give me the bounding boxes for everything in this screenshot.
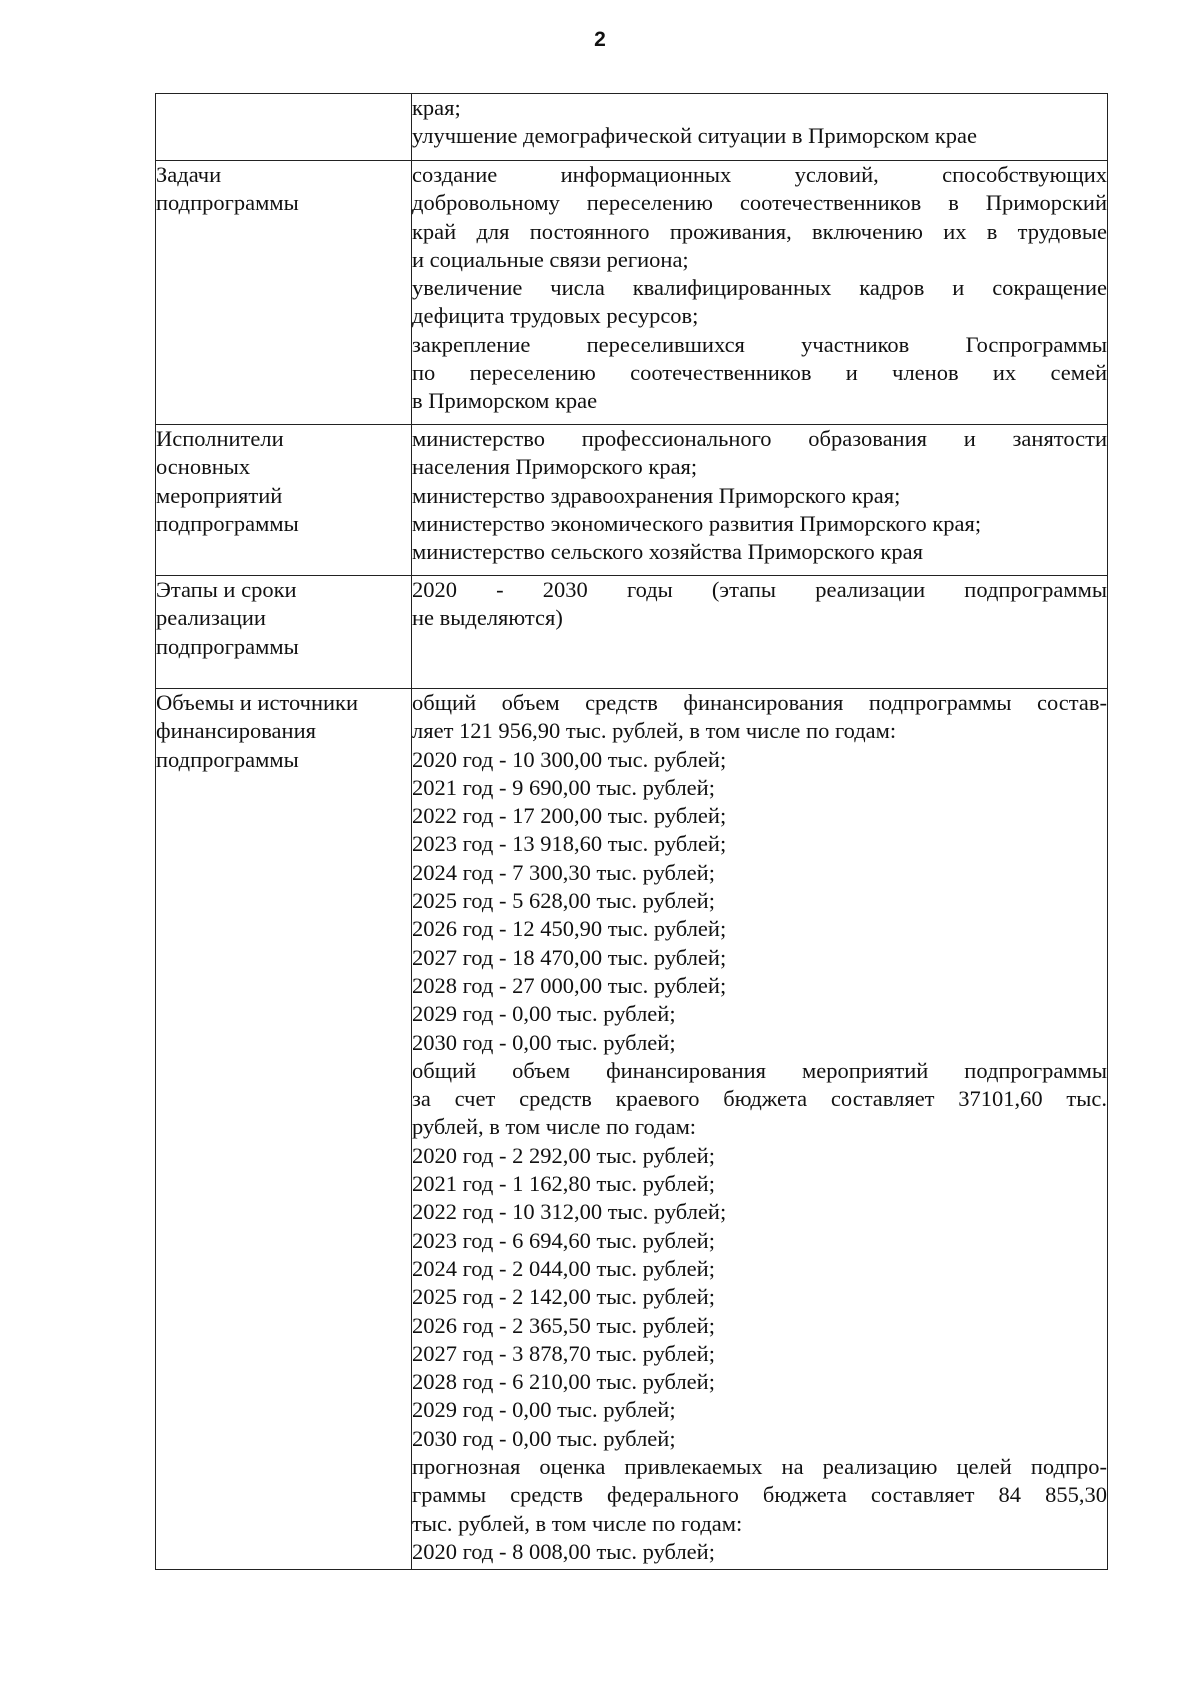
label-line: финансирования	[156, 718, 316, 744]
value-line: 2020 год - 2 292,00 тыс. рублей;	[412, 1142, 715, 1168]
value-line: создание информационных условий, способствующих	[412, 162, 1107, 187]
label-line: подпрограммы	[156, 746, 299, 772]
value-line: 2022 год - 10 312,00 тыс. рублей;	[412, 1199, 727, 1225]
value-line: прогнозная оценка привлекаемых на реализацию целей подпро-	[412, 1454, 1107, 1480]
value-line: 2028 год - 6 210,00 тыс. рублей;	[412, 1369, 715, 1395]
value-line: 2026 год - 2 365,50 тыс. рублей;	[412, 1312, 715, 1338]
label-line: Объемы и источники	[156, 690, 359, 715]
value-line: 2021 год - 9 690,00 тыс. рублей;	[412, 774, 715, 800]
value-line: и социальные связи региона;	[412, 246, 689, 272]
table-row-stages	[156, 576, 1108, 689]
value-line: министерство экономического развития Приморского края;	[412, 510, 982, 536]
value-line: общий объем финансирования мероприятий подпрограммы	[412, 1057, 1107, 1083]
label-line: реализации	[156, 605, 266, 631]
value-cell	[412, 161, 1108, 425]
value-line: 2025 год - 5 628,00 тыс. рублей;	[412, 888, 715, 914]
value-line: 2020 год - 8 008,00 тыс. рублей;	[412, 1538, 715, 1564]
label-line: основных	[156, 454, 251, 480]
value-line: по переселению соотечественников и членов их семей	[412, 360, 1107, 386]
value-line: края;	[412, 95, 461, 120]
table-row-goals-continuation	[156, 94, 1108, 161]
value-line: 2029 год - 0,00 тыс. рублей;	[412, 1001, 676, 1027]
label-line: Задачи	[156, 162, 222, 187]
value-line: министерство профессионального образования и занятости	[412, 426, 1107, 451]
value-line: 2029 год - 0,00 тыс. рублей;	[412, 1397, 676, 1423]
value-line: добровольному переселению соотечественников в Приморский	[412, 190, 1107, 216]
value-line: закрепление переселившихся участников Госпрограммы	[412, 331, 1107, 357]
value-line: рублей, в том числе по годам:	[412, 1114, 697, 1140]
table-row-tasks	[156, 161, 1108, 425]
value-line: дефицита трудовых ресурсов;	[412, 303, 699, 329]
value-line: 2020 - 2030 годы (этапы реализации подпрограммы	[412, 577, 1107, 602]
value-line: 2027 год - 18 470,00 тыс. рублей;	[412, 944, 727, 970]
label-line: Исполнители	[156, 426, 284, 451]
value-line: общий объем средств финансирования подпрограммы состав-	[412, 690, 1107, 715]
value-line: улучшение демографической ситуации в Приморском крае	[412, 123, 978, 149]
value-line: 2020 год - 10 300,00 тыс. рублей;	[412, 746, 727, 772]
label-cell	[156, 576, 412, 689]
value-line: 2023 год - 6 694,60 тыс. рублей;	[412, 1227, 715, 1253]
value-line: ляет 121 956,90 тыс. рублей, в том числе по годам:	[412, 718, 897, 744]
label-line: подпрограммы	[156, 633, 299, 659]
value-line: населения Приморского края;	[412, 454, 698, 480]
value-line: министерство здравоохранения Приморского края;	[412, 482, 901, 508]
label-cell-empty	[156, 94, 412, 161]
value-line: 2021 год - 1 162,80 тыс. рублей;	[412, 1171, 715, 1197]
table-row-financing	[156, 689, 1108, 1570]
value-line: край для постоянного проживания, включению их в трудовые	[412, 218, 1107, 244]
label-line: подпрограммы	[156, 190, 299, 216]
value-line: 2022 год - 17 200,00 тыс. рублей;	[412, 803, 727, 829]
value-line: 2030 год - 0,00 тыс. рублей;	[412, 1029, 676, 1055]
label-line: подпрограммы	[156, 510, 299, 536]
value-line: увеличение числа квалифицированных кадров и сокращение	[412, 275, 1107, 301]
value-line: 2028 год - 27 000,00 тыс. рублей;	[412, 972, 727, 998]
value-line: 2025 год - 2 142,00 тыс. рублей;	[412, 1284, 715, 1310]
subprogram-passport-table	[155, 93, 1108, 1570]
label-line: Этапы и сроки	[156, 577, 297, 602]
value-line: 2030 год - 0,00 тыс. рублей;	[412, 1425, 676, 1451]
label-cell	[156, 161, 412, 425]
label-line: мероприятий	[156, 482, 283, 508]
value-line: 2023 год - 13 918,60 тыс. рублей;	[412, 831, 727, 857]
value-line: министерство сельского хозяйства Приморского края	[412, 539, 923, 565]
value-line: 2024 год - 2 044,00 тыс. рублей;	[412, 1255, 715, 1281]
label-cell	[156, 425, 412, 576]
value-line: граммы средств федерального бюджета составляет 84 855,30	[412, 1482, 1107, 1508]
value-line: тыс. рублей, в том числе по годам:	[412, 1510, 743, 1536]
value-cell	[412, 689, 1108, 1570]
value-line: 2027 год - 3 878,70 тыс. рублей;	[412, 1340, 715, 1366]
value-line: 2024 год - 7 300,30 тыс. рублей;	[412, 859, 715, 885]
table-row-executors	[156, 425, 1108, 576]
value-cell	[412, 576, 1108, 689]
label-cell	[156, 689, 412, 1570]
value-cell	[412, 425, 1108, 576]
value-cell	[412, 94, 1108, 161]
value-line: 2026 год - 12 450,90 тыс. рублей;	[412, 916, 727, 942]
value-line: в Приморском крае	[412, 388, 598, 414]
value-line: за счет средств краевого бюджета составляет 37101,60 тыс.	[412, 1086, 1107, 1112]
value-line: не выделяются)	[412, 605, 563, 631]
page-number: 2	[594, 28, 606, 51]
